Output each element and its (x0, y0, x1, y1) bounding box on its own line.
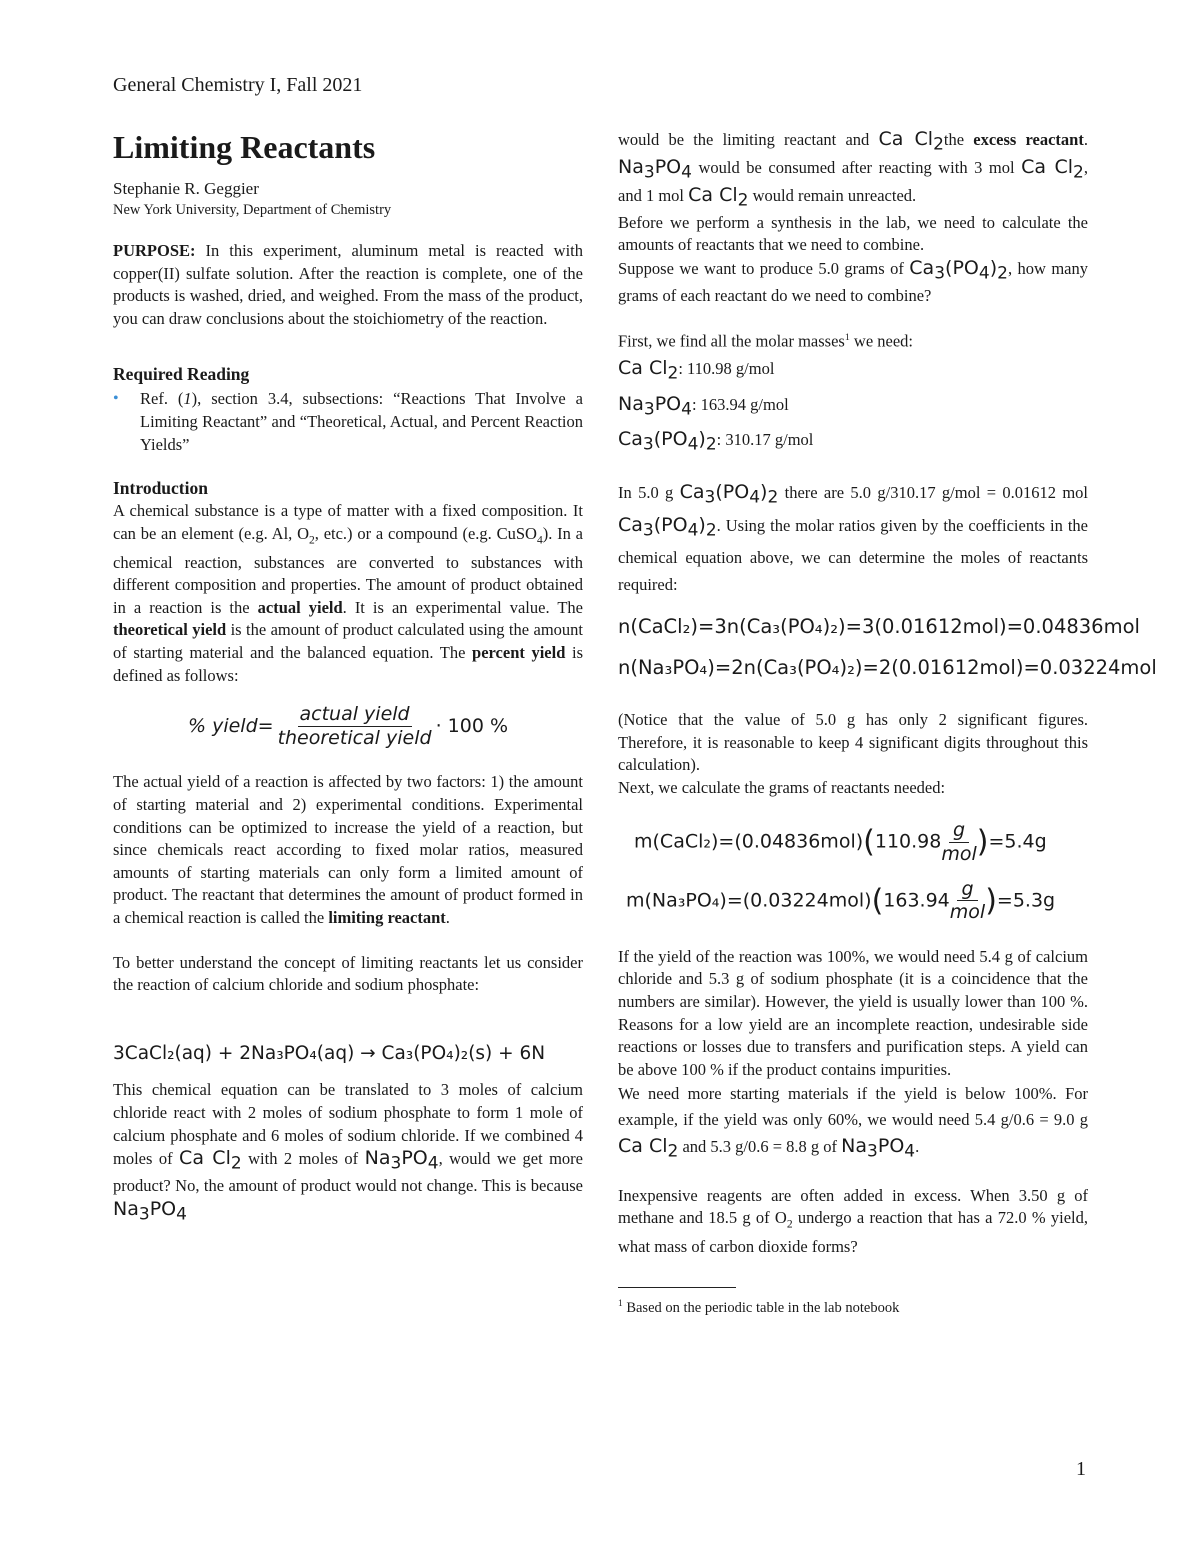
mass-na3po4-equation: m(Na₃PO₄)=(0.03224mol)(163.94 g mol )=5.3g (626, 877, 1056, 924)
before-paragraph: Before we perform a synthesis in the lab, we need to calculate the amounts of reactants that we need to combine. (618, 212, 1088, 255)
molar-mass-cacl2: Ca $Cl_2$: 110.98 g/mol (618, 357, 775, 384)
moles-cacl2-equation: n(CaCl₂)=3n(Ca₃(PO₄)₂)=3(0.01612mol)=0.04836mol (618, 614, 1140, 638)
consider-paragraph: To better understand the concept of limiting reactants let us consider the reaction of calcium chloride and sodium phosphate: (113, 952, 583, 995)
right-column (618, 128, 1157, 1318)
moles-na3po4-equation: n(Na₃PO₄)=2n(Ca₃(PO₄)₂)=2(0.01612mol)=0.03224mol (618, 655, 1157, 679)
molar-mass-na3po4: $Na_3PO_4$: 163.94 g/mol (618, 392, 789, 420)
notice-paragraph: (Notice that the value of 5.0 g has only 2 significant figures. Therefore, it is reasonable to keep 4 significant digits throughout this calculation). (618, 710, 1088, 775)
footnote-divider (618, 1287, 736, 1288)
footnote: $^1$ Based on the periodic table in the lab notebook (618, 1298, 900, 1316)
moles-paragraph: In 5.0 g $Ca_3(PO_4)_2$ there are 5.0 g/310.17 g/mol = 0.01612 mol $Ca_3(PO_4)_2$. Using the molar ratios given by the coefficients in the chemical equation above, we can determine the moles of reactants required: (618, 481, 1088, 594)
required-reading-list (113, 388, 583, 456)
suppose-paragraph: Suppose we want to produce 5.0 grams of $Ca_3(PO_4)_2$, how many grams of each reactant do we need to combine? (618, 256, 1088, 305)
introduction-heading: Introduction (113, 478, 208, 499)
page-number: 1 (1076, 1458, 1086, 1480)
introduction-paragraph: A chemical substance is a type of matter with a fixed composition. It can be an element (e.g. Al, $O_2$, etc.) or a compound (e.g. CuSO$_4$). In a chemical reaction, substances are converted to substances with different composition and properties. The amount of product obtained in a reaction is the actual yield. It is an experimental value. The theoretical yield is the amount of product calculated using the amount of starting material and the balanced equation. The percent yield is defined as follows: (113, 501, 584, 685)
left-column (113, 128, 583, 1225)
purpose-paragraph: PURPOSE: In this experiment, aluminum metal is reacted with copper(II) sulfate solution. After the reaction is complete, one of the products is washed, dried, and weighed. From the mass of the product, you can draw conclusions about the stoichiometry of the reaction. (113, 241, 583, 328)
required-reading-heading: Required Reading (113, 364, 250, 385)
document-title: Limiting Reactants (113, 129, 376, 165)
mass-cacl2-equation: m(CaCl₂)=(0.04836mol)(110.98 g mol )=5.4g (634, 819, 1047, 866)
more-materials-paragraph: We need more starting materials if the yield is below 100%. For example, if the yield was only 60%, we would need 5.4 g/0.6 = 9.0 g Ca $Cl_2$ and 5.3 g/0.6 = 8.8 g of $Na_3PO_4$. (618, 1084, 1088, 1162)
course-header: General Chemistry I, Fall 2021 (113, 74, 363, 96)
molar-masses-intro: First, we find all the molar masses$^1$ we need: (618, 331, 914, 351)
percent-yield-equation: % yield= $\frac{\text{actual yield}}{\text{theoretical yield}}$ · 100 % (187, 703, 508, 749)
bullet-icon: • (113, 390, 119, 408)
reaction-equation: 3CaCl₂(aq) + 2Na₃PO₄(aq) → Ca₃(PO₄)₂(s) + 6N (113, 1042, 546, 1064)
continuation-paragraph: would be the limiting reactant and Ca $Cl_2the$ excess reactant. $Na_3PO_4$ would be consumed after reacting with 3 mol Ca $Cl_2$, and 1 mol Ca $Cl_2$ would remain unreacted. (618, 128, 1088, 211)
list-item: • Ref. (1), section 3.4, subsections: “Reactions That Involve a Limiting Reactant” and “Theoretical, Actual, and Percent Reaction Yields” (113, 389, 583, 454)
purpose-label: PURPOSE: (113, 241, 196, 260)
yield-paragraph: If the yield of the reaction was 100%, we would need 5.4 g of calcium chloride and 5.3 g of sodium phosphate (it is a coincidence that the numbers are similar). However, the yield is usually lower than 100 %. Reasons for a low yield are an incomplete reaction, undesirable side reactions or losses due to transfers and purification steps. A yield can be above 100 % if the product contains impurities. (618, 946, 1088, 1079)
factors-paragraph: The actual yield of a reaction is affected by two factors: 1) the amount of starting material and 2) experimental conditions. Experimental conditions can be optimized to increase the yield of a reaction, but since chemicals react according to fixed molar ratios, measured amounts of starting materials can only form a limited amount of product. The reactant that determines the amount of product formed in a chemical reaction is called the limiting reactant. (113, 772, 583, 927)
molar-mass-ca3po42: $Ca_3(PO_4)_2$: 310.17 g/mol (618, 428, 814, 455)
inexpensive-paragraph: Inexpensive reagents are often added in excess. When 3.50 g of methane and 18.5 g of $O_2$ undergo a reaction that has a 72.0 % yield, what mass of carbon dioxide forms? (618, 1185, 1089, 1257)
author: Stephanie R. Geggier (113, 179, 259, 198)
next-paragraph: Next, we calculate the grams of reactants needed: (618, 777, 946, 797)
translate-paragraph: This chemical equation can be translated to 3 moles of calcium chloride react with 2 moles of sodium phosphate to form 1 mole of calcium phosphate and 6 moles of sodium chloride. If we combined 4 moles of Ca $Cl_2$ with 2 moles of $Na_3PO_4$, would we get more product? No, the amount of product would not change. This is because $Na_3PO_4$ (113, 1080, 583, 1224)
affiliation: New York University, Department of Chemistry (113, 202, 392, 218)
